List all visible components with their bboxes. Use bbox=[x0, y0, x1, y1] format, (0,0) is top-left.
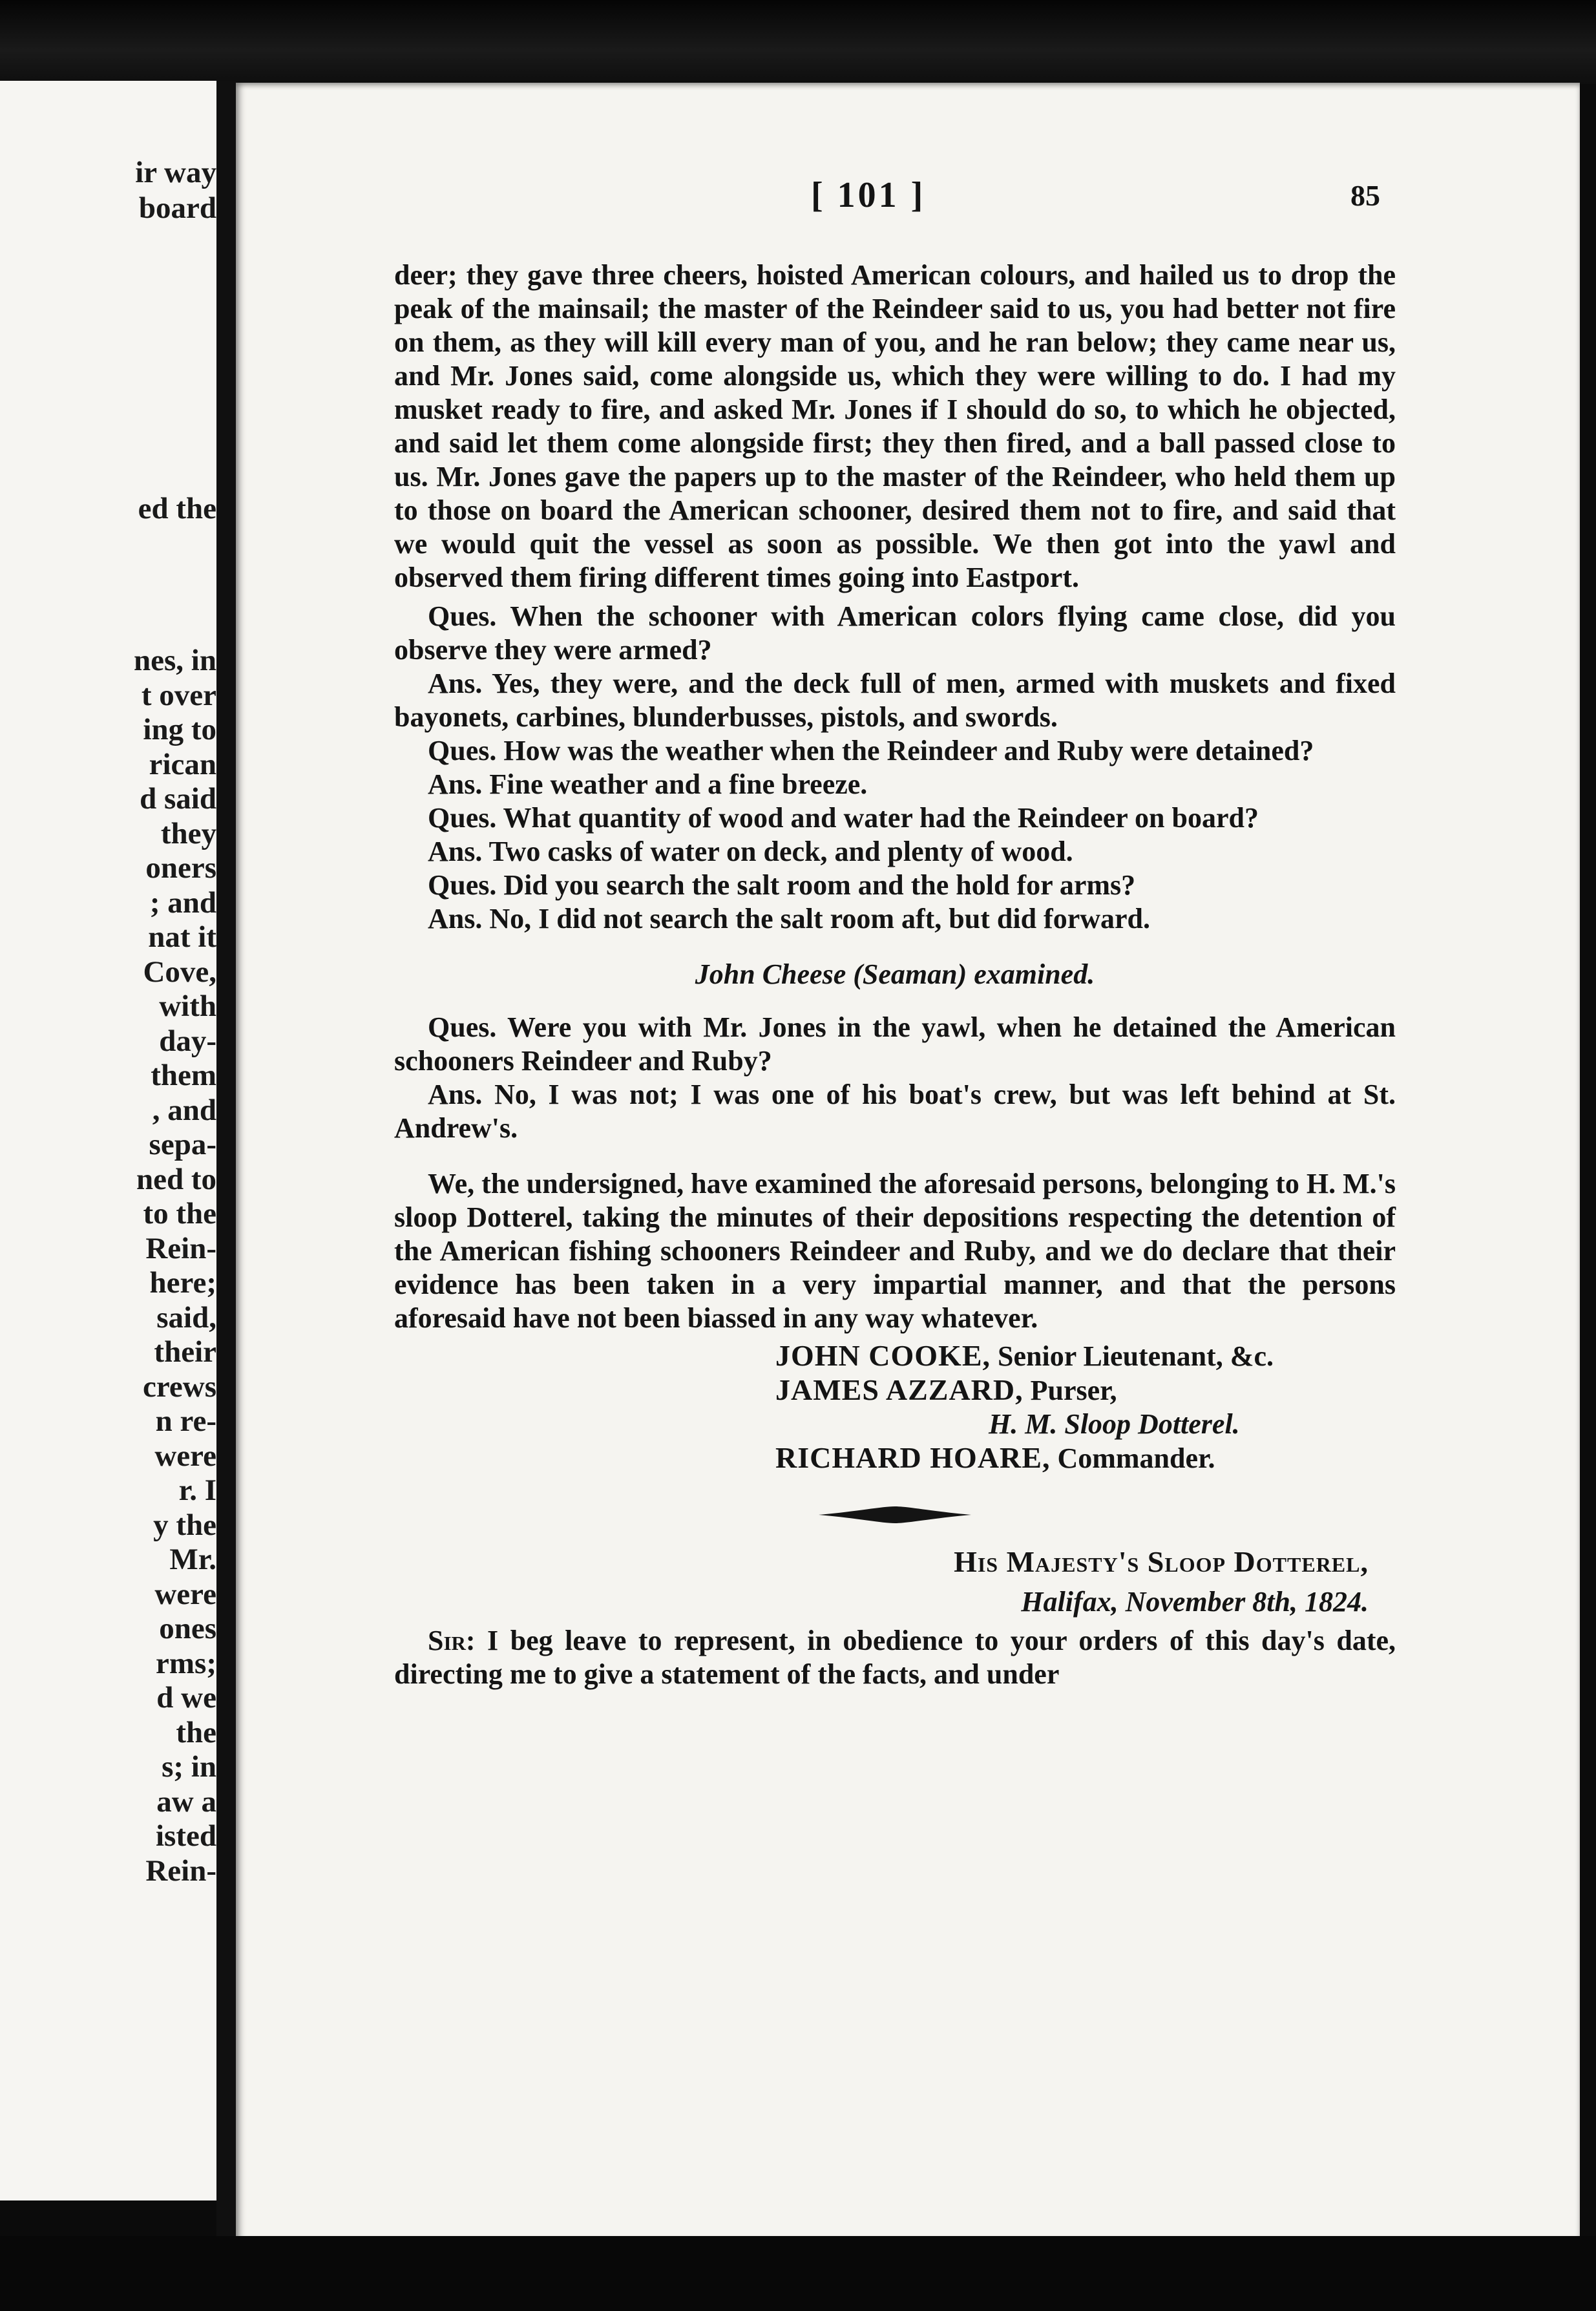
declaration-paragraph: We, the undersigned, have examined the aforesaid persons, belonging to H. M.'s sloop Dotterel, taking the minutes of their depositions respecting the detention of the American fishing schooners Reindeer and Ruby, and we do declare that their evidence has been taken in a very impartial manner, and that the persons aforesaid have not been biassed in any way whatever. bbox=[394, 1168, 1396, 1334]
left-page-fragment: rican bbox=[149, 747, 216, 781]
left-page-fragment: ing to bbox=[143, 713, 216, 746]
signature-hoare bbox=[775, 1441, 1396, 1475]
left-page-fragment: r. I bbox=[178, 1473, 216, 1507]
divider-ornament bbox=[817, 1504, 972, 1526]
answer: Ans. No, I was not; I was one of his boat's crew, but was left behind at St. Andrew's. bbox=[394, 1079, 1396, 1144]
left-facing-page bbox=[0, 81, 218, 2200]
signer-name: RICHARD HOARE, bbox=[775, 1441, 1051, 1474]
left-page-fragment: rms; bbox=[156, 1646, 216, 1680]
testimony-paragraph: deer; they gave three cheers, hoisted American colours, and hailed us to drop the peak of the mainsail; the master of the Reindeer said to us, you had better not fire on them, as they will kill every man of you, and he ran below; they came near us, and Mr. Jones said, come alongside us, which they were willing to do. I had my musket ready to fire, and asked Mr. Jones if I should do so, to which he objected, and said let them come alongside first; they then fired, and a ball passed close to us. Mr. Jones gave the papers up to the master of the Reindeer, who held them up to those on board the American schooner, desired them not to fire, and said that we would quit the vessel as soon as possible. We then got into the yawl and observed them firing different times going into Eastport. bbox=[394, 259, 1396, 593]
left-page-fragment: board bbox=[138, 191, 216, 225]
signer-name: JOHN COOKE, bbox=[775, 1339, 991, 1372]
question: Ques. Did you search the salt room and the hold for arms? bbox=[428, 869, 1136, 901]
left-page-fragment: they bbox=[160, 816, 216, 850]
left-page-fragment: ones bbox=[159, 1612, 216, 1645]
left-page-fragment: isted bbox=[156, 1819, 216, 1853]
left-page-fragment: s; in bbox=[162, 1750, 216, 1784]
left-page-fragment: were bbox=[154, 1439, 216, 1473]
left-page-fragment: aw a bbox=[156, 1784, 216, 1819]
question: Ques. What quantity of wood and water had the Reindeer on board? bbox=[428, 802, 1259, 834]
signature-cooke bbox=[775, 1339, 1396, 1373]
letter-place-date: Halifax, November 8th, 1824. bbox=[1021, 1586, 1369, 1618]
left-page-fragment: ; and bbox=[149, 885, 216, 920]
answer: Ans. Fine weather and a fine breeze. bbox=[428, 768, 868, 800]
left-page-fragment: Cove, bbox=[143, 955, 216, 989]
left-page-fragment: nes, in bbox=[134, 644, 216, 677]
left-page-fragment: said, bbox=[156, 1300, 216, 1335]
signer-title: Commander. bbox=[1057, 1442, 1215, 1474]
letter-heading: His Majesty's Sloop Dotterel, bbox=[954, 1545, 1369, 1578]
left-page-fragment: them bbox=[151, 1059, 216, 1092]
left-page-fragment: sepa- bbox=[149, 1128, 216, 1161]
book-gutter bbox=[216, 81, 236, 2239]
left-page-fragment: ned to bbox=[136, 1162, 216, 1196]
answer: Ans. Yes, they were, and the deck full of men, armed with muskets and fixed bayonets, carbines, blunderbusses, pistols, and swords. bbox=[394, 668, 1396, 733]
question: Ques. How was the weather when the Reindeer and Ruby were detained? bbox=[428, 735, 1314, 766]
left-page-fragment: day- bbox=[159, 1024, 216, 1058]
signature-block bbox=[394, 1339, 1396, 1475]
left-page-fragment: d we bbox=[156, 1681, 216, 1715]
left-page-fragment: to the bbox=[143, 1197, 216, 1230]
left-page-fragment: were bbox=[154, 1577, 216, 1611]
left-page-fragment: crews bbox=[143, 1369, 216, 1404]
left-page-fragment: Mr. bbox=[169, 1543, 216, 1576]
salutation: Sir: bbox=[428, 1625, 476, 1656]
answer: Ans. Two casks of water on deck, and plenty of wood. bbox=[428, 836, 1073, 867]
left-page-fragment: n re- bbox=[155, 1404, 216, 1438]
left-page-fragment: y the bbox=[153, 1508, 216, 1542]
bracketed-page-number: [ 101 ] bbox=[811, 175, 926, 215]
left-page-fragment: the bbox=[176, 1715, 216, 1749]
letter-text: I beg leave to represent, in obedience to your orders of this day's date, directing me to give a statement of the facts, and under bbox=[394, 1625, 1396, 1690]
left-page-fragment: with bbox=[159, 989, 216, 1023]
signature-azzard bbox=[775, 1373, 1396, 1408]
scan-bottom-border bbox=[0, 2236, 1596, 2311]
signer-title: Purser, bbox=[1030, 1375, 1117, 1406]
left-page-fragment: Rein- bbox=[145, 1853, 216, 1888]
left-page-fragment: Rein- bbox=[145, 1231, 216, 1265]
question: Ques. Were you with Mr. Jones in the yawl, when he detained the American schooners Reindeer and Ruby? bbox=[394, 1011, 1396, 1077]
signer-name: JAMES AZZARD, bbox=[775, 1373, 1024, 1406]
scan-top-border bbox=[0, 0, 1596, 84]
left-page-fragment: d said bbox=[140, 782, 216, 816]
left-page-fragment: t over bbox=[141, 678, 216, 712]
question: Ques. When the schooner with American colors flying came close, did you observe they were armed? bbox=[394, 600, 1396, 666]
left-page-fragment: nat it bbox=[148, 920, 216, 954]
left-page-fragment: oners bbox=[145, 851, 216, 885]
answer: Ans. No, I did not search the salt room aft, but did forward. bbox=[428, 903, 1151, 934]
signature-vessel: H. M. Sloop Dotterel. bbox=[989, 1408, 1240, 1440]
left-page-fragment: ir way bbox=[135, 156, 216, 189]
letter-opening bbox=[394, 1624, 1396, 1691]
page-number: 85 bbox=[1350, 179, 1380, 212]
signer-title: Senior Lieutenant, &c. bbox=[998, 1340, 1274, 1372]
left-page-fragment: , and bbox=[152, 1093, 216, 1127]
page-body bbox=[394, 259, 1396, 1691]
left-page-fragment: here; bbox=[149, 1266, 216, 1300]
left-page-fragment: their bbox=[154, 1335, 216, 1369]
left-page-fragment: ed the bbox=[138, 492, 216, 525]
section-heading: John Cheese (Seaman) examined. bbox=[695, 958, 1095, 990]
page-header bbox=[236, 174, 1399, 226]
